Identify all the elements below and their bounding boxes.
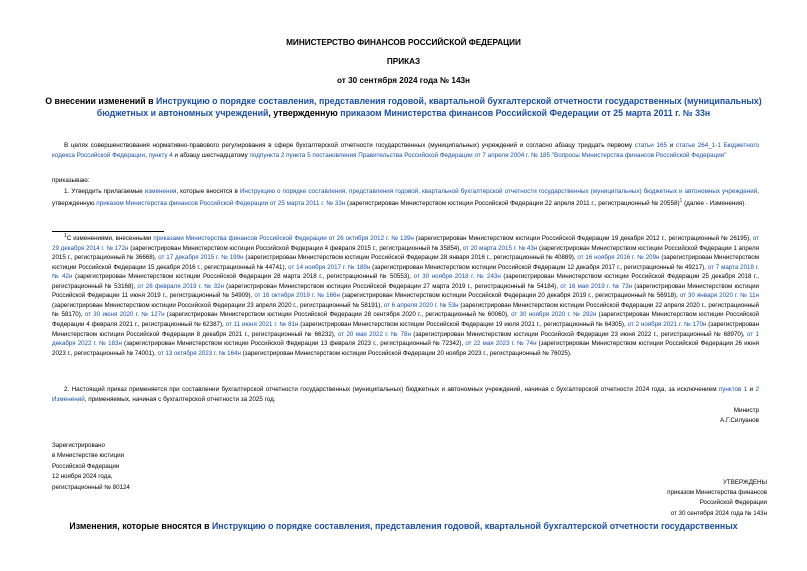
approved-line: от 30 сентября 2024 года № 143н <box>670 509 767 517</box>
order-33n-link[interactable]: приказом Министерства финансов Российской Федерации от 25 марта 2011 г. № 33н <box>96 199 346 207</box>
approved-line: Российской Федерации <box>699 499 767 507</box>
footnote-text: (зарегистрирован Министерством юстиции Российской Федерации 13 февраля 2023 г., регистрационный № 72342), <box>121 340 466 348</box>
instruction-link[interactable]: Инструкцию о порядке составления, представления годовой, квартальной бухгалтерской отчетности государственных (муниципальных) бюджетных и автономных учреждений <box>96 96 762 118</box>
footnote-link[interactable]: от 1 декабря 2022 г. № 183н <box>52 330 759 348</box>
article-165-link[interactable]: статьи 165 <box>634 142 667 149</box>
footnote-link[interactable]: от 30 января 2020 г. № 11н <box>679 292 760 300</box>
registration-line: Российской Федерации <box>52 462 120 470</box>
footnote-link[interactable]: от 6 апреля 2020 г. № 53н <box>383 301 459 309</box>
footnote-text: (зарегистрирован Министерством юстиции Российской Федерации 8 декабря 2021 г., регистрационный № 66232), <box>52 320 760 338</box>
signatory-name: А.Г.Силуанов <box>720 417 759 424</box>
signatory-position: Министр <box>733 407 759 414</box>
approved-line: приказом Министерства финансов <box>667 489 767 497</box>
footnote-text: (зарегистрирован Министерством юстиции Российской Федерации 15 декабря 2016 г., регистрационный № 44741), <box>52 254 759 271</box>
footnote-text: (зарегистрирован Министерством юстиции Российской Федерации 28 марта 2018 г., регистрационный № 50553), <box>72 273 414 281</box>
footnote-link[interactable]: от 16 ноября 2016 г. № 209н <box>577 254 660 262</box>
footnote-link[interactable]: от 30 ноября 2018 г. № 243н <box>413 273 501 281</box>
preamble-text: и абзацу шестнадцатому <box>172 151 250 159</box>
item-2-text: 2. Настоящий приказ применяется при составлении бухгалтерской отчетности государственных (муниципальных) бюджетных и автономных учреждений, начиная с бухгалтерской отчетности 2024 года, за исключением <box>64 386 719 393</box>
footnote-marker: 1 <box>64 233 67 239</box>
footnote-text: (зарегистрирован Министерством юстиции Российской Федерации 19 декабря 2012 г., регистрационный № 26195), <box>413 235 753 243</box>
footnote-link[interactable]: от 22 мая 2023 г. № 74н <box>465 340 537 348</box>
footnote-link[interactable]: от 17 декабря 2015 г. № 199н <box>158 254 244 262</box>
item-1-paragraph <box>52 187 759 208</box>
footnote-link[interactable]: от 14 ноября 2017 г. № 189н <box>288 263 371 271</box>
instruction-link[interactable]: Инструкцию о порядке составления, представления годовой, квартальной бухгалтерской отчетности государственных (муниципальных) бюджетных и автономных учреждений <box>239 188 758 195</box>
footnote-text: (зарегистрирован Министерством юстиции Российской Федерации 11 июня 2019 г., регистрационный № 54909), <box>52 282 759 300</box>
item-4-link[interactable]: пункту 4 <box>148 151 173 159</box>
preamble-text: и <box>667 142 676 149</box>
footnote-text: (зарегистрирован Министерством юстиции Российской Федерации 22 апреля 2020 г., регистрационный № 58170), <box>52 301 759 319</box>
item-1-text: 1. Утвердить прилагаемые <box>64 188 145 195</box>
budget-code-link[interactable]: статье 264_1-1 Бюджетного кодекса Российской Федерации <box>52 142 759 159</box>
resolution-185-link[interactable]: подпункта 2 пункта 5 постановления Правительства Российской Федерации от 7 апреля 2004 г. № 185 "Вопросы Министерства финансов Российской Федерации" <box>249 151 727 159</box>
footnote-link[interactable]: от 11 июня 2021 г. № 81н <box>225 320 299 328</box>
footnote-link[interactable]: от 30 ноября 2020 г. № 292н <box>511 311 597 319</box>
approved-line: УТВЕРЖДЕНЫ <box>723 479 767 486</box>
footnote-text: С изменениями, внесенными <box>66 235 154 243</box>
footnote-text: (зарегистрирован Министерством юстиции Российской Федерации 27 марта 2019 г., регистрационный № 54184), <box>223 282 561 290</box>
footnote-text: (зарегистрирован Министерством юстиции Российской Федерации 20 ноября 2023 г., регистрационный № 76025). <box>240 349 572 357</box>
footnote-text: (зарегистрирован Министерством юстиции Российской Федерации 23 июня 2022 г., регистрационный № 68970), <box>410 330 748 338</box>
footnote-link[interactable]: от 30 июня 2020 г. № 127н <box>84 311 165 319</box>
signature-block <box>720 406 759 426</box>
footnote-text: (зарегистрирован Министерством юстиции Российской Федерации 12 декабря 2017 г., регистрационный № 49217), <box>370 263 708 271</box>
ministry-heading: МИНИСТЕРСТВО ФИНАНСОВ РОССИЙСКОЙ ФЕДЕРАЦИИ <box>286 38 521 47</box>
footnote-ref[interactable]: 1 <box>679 197 683 204</box>
footnote-link[interactable]: от 16 октября 2019 г. № 166н <box>254 292 340 300</box>
footnote-link[interactable]: от 20 мая 2022 г. № 78н <box>337 330 411 338</box>
footnote-text: (зарегистрирован Министерством юстиции Российской Федерации 4 февраля 2021 г., регистрационный № 62387), <box>52 311 760 328</box>
footnote-link[interactable]: от 7 марта 2018 г. № 42н <box>52 263 759 281</box>
item-1-text: (далее - Изменения). <box>682 199 747 207</box>
footnote-text: (зарегистрирован Министерством юстиции Российской Федерации 26 июня 2023 г., регистрационный № 74001), <box>52 340 759 357</box>
order-title <box>30 95 777 119</box>
preamble-paragraph <box>52 141 759 160</box>
item-2-text: и <box>747 386 756 393</box>
footnote <box>52 232 759 358</box>
footnote-text: (зарегистрирован Министерством юстиции Российской Федерации 4 февраля 2015 г., регистрационный № 35854), <box>128 244 463 252</box>
item-1-text: , которые вносятся в <box>176 188 240 195</box>
changes-link[interactable]: изменения <box>144 188 177 195</box>
preamble-text: В целях совершенствования нормативно-правового регулирования в сфере бухгалтерской отчетности государственных (муниципальных) учреждений и согласно абзацу тридцать первому <box>64 142 635 149</box>
footnote-text: (зарегистрирован Министерством юстиции Российской Федерации 19 июля 2021 г., регистрационный № 64305), <box>298 320 628 328</box>
footnote-link[interactable]: от 13 октября 2023 г. № 164н <box>157 349 241 357</box>
changes-title-text: Изменения, которые вносятся в <box>69 521 212 531</box>
date-number-heading: от 30 сентября 2024 года № 143н <box>336 76 471 85</box>
footnote-text: (зарегистрирован Министерством юстиции Российской Федерации 23 апреля 2020 г., регистрационный № 58191), <box>52 301 384 309</box>
footnote-text: (зарегистрирован Министерством юстиции Российской Федерации 1 апреля 2015 г., регистрационный № 36668), <box>52 244 759 262</box>
doc-type-heading: ПРИКАЗ <box>386 57 421 66</box>
footnote-text: (зарегистрирован Министерством юстиции Российской Федерации 28 сентября 2020 г., регистрационный № 60060), <box>164 311 512 319</box>
registration-line: Зарегистрировано <box>52 442 105 449</box>
registration-line: в Министерстве юстиции <box>52 452 125 460</box>
item-1-text: (зарегистрирован Министерством юстиции Российской Федерации 22 апреля 2011 г., регистрационный № 20558) <box>345 199 680 207</box>
item-2-paragraph <box>52 385 759 404</box>
footnote-link[interactable]: приказами Министерства финансов Российской Федерации от 26 октября 2012 г. № 139н <box>153 235 414 243</box>
item-1-text: , утвержденную <box>52 188 760 207</box>
title-text: О внесении изменений в <box>45 96 156 106</box>
footnote-text: (зарегистрирован Министерством юстиции Российской Федерации 28 января 2016 г., регистрационный № 40889), <box>243 254 578 262</box>
preamble-text: , <box>145 151 149 159</box>
title-text: , утвержденную <box>268 108 341 118</box>
approved-block <box>667 478 767 519</box>
registration-line: 12 ноября 2024 года, <box>52 473 113 481</box>
changes-title <box>40 521 767 531</box>
footnote-link[interactable]: от 20 марта 2015 г. № 43н <box>462 244 538 252</box>
footnote-link[interactable]: от 28 февраля 2019 г. № 32н <box>137 282 224 290</box>
footnote-text: (зарегистрирован Министерством юстиции Российской Федерации 20 декабря 2019 г., регистрационный № 56918), <box>339 292 680 300</box>
footnote-link[interactable]: от 2 ноября 2021 г. № 170н <box>627 320 707 328</box>
item-2-text: , применяемых, начиная с бухгалтерской отчетности за 2025 год. <box>84 395 276 403</box>
order-word: приказываю: <box>52 177 90 184</box>
order-33n-link[interactable]: приказом Министерства финансов Российской Федерации от 25 марта 2011 г. № 33н <box>340 108 711 118</box>
items-1-link[interactable]: пунктов 1 <box>718 386 748 393</box>
changes-2-link[interactable]: 2 Изменений <box>52 386 759 403</box>
registration-line: регистрационный № 80124 <box>52 483 130 491</box>
footnote-text: (зарегистрирован Министерством юстиции Российской Федерации 25 декабря 2018 г., регистрационный № 53168), <box>52 273 759 290</box>
footnote-link[interactable]: от 29 декабря 2014 г. № 172н <box>52 235 759 252</box>
instruction-link[interactable]: Инструкцию о порядке составления, представления годовой, квартальной бухгалтерской отчетности государственных <box>211 521 738 531</box>
footnote-link[interactable]: от 16 мая 2019 г. № 73н <box>560 282 633 290</box>
registration-block <box>52 441 130 493</box>
